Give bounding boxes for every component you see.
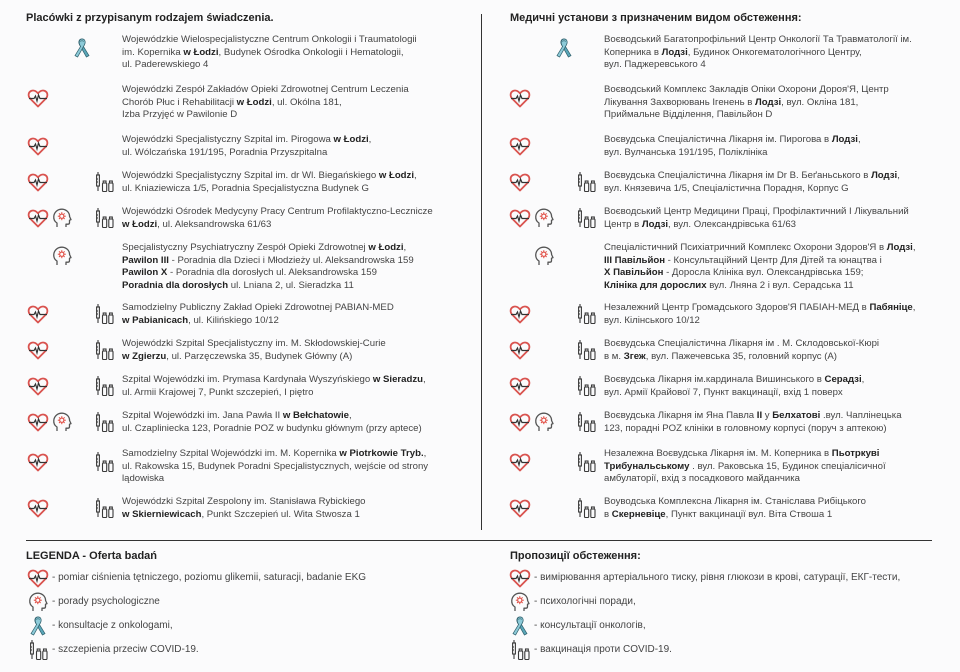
facility-line: [122, 242, 414, 255]
ribbon-icon: [552, 36, 576, 60]
heart-icon: [508, 206, 532, 230]
bold-segment: ІІІ Павільйон: [604, 254, 666, 266]
text-segment: Samodzielny Szpital Wojewódzki im. M. Kopernika: [122, 448, 340, 459]
text-segment: ,: [423, 448, 427, 459]
facility-line: [122, 134, 371, 147]
text-segment: Воєвудська Лікарня ім Яна Павла: [604, 410, 757, 421]
facility-line: [604, 84, 889, 97]
facility-line: [604, 147, 861, 160]
heart-icon: [508, 410, 532, 434]
text-segment: у: [762, 410, 773, 421]
facility-line: [122, 473, 428, 486]
legend-item: [508, 590, 948, 614]
text-segment: , Punkt Szczepień ul. Wita Stwosza 1: [201, 508, 360, 520]
heart-icon: [508, 450, 532, 474]
bold-segment: Лодзі: [755, 96, 782, 108]
bold-segment: w Zgierzu: [122, 350, 167, 362]
head-icon: [50, 410, 74, 434]
facility-text: [604, 34, 912, 72]
facility-line: [122, 302, 394, 315]
heart-icon: [508, 338, 532, 362]
bold-segment: w Pabianicach: [122, 314, 189, 326]
facility-line: [122, 206, 433, 219]
text-segment: Лікування Захворювань Ігенень в: [604, 96, 756, 108]
legend-divider: [26, 540, 932, 541]
facility-line: [122, 183, 417, 196]
right-heading: Медичні установи з призначеним видом обстеження:: [510, 12, 802, 24]
facility-line: [604, 34, 912, 47]
legend-text: - konsultacje z onkologami,: [52, 620, 173, 631]
facility-line: [122, 496, 366, 509]
facility-line: [122, 410, 422, 423]
facility-line: [122, 423, 422, 436]
text-segment: Воєвудська Лікарня ім.кардинала Вишинського в: [604, 374, 825, 385]
bold-segment: w Bełchatowie: [282, 410, 349, 421]
text-segment: ,: [912, 242, 916, 253]
vaccine-icon: [92, 206, 116, 230]
legend-item: [508, 566, 948, 590]
vaccine-icon: [574, 374, 598, 398]
text-segment: - Poradnia dla dorosłych ul. Aleksandrowska 159: [167, 267, 377, 278]
text-segment: , вул. Пажечевська 35, головний корпус (А): [645, 350, 838, 362]
left-legend-title: LEGENDA - Oferta badań: [26, 550, 157, 562]
facility-text: [604, 410, 902, 435]
facility-line: [604, 109, 889, 122]
legend-item: [508, 614, 948, 638]
text-segment: Незалежна Воєвудська Лікарня ім. М. Коперника в: [604, 448, 832, 459]
text-segment: амбулаторії, вхід з посадкового майданчика: [604, 473, 800, 484]
bold-segment: Лодзі: [661, 46, 688, 58]
legend-item: [26, 566, 466, 590]
text-segment: ,: [861, 374, 865, 385]
text-segment: Wojewódzki Szpital Specjalistyczny im. M. Skłodowskiej-Curie: [122, 338, 386, 349]
bold-segment: Pawilon X: [122, 267, 168, 278]
facility-text: [122, 170, 417, 195]
legend-item: [26, 590, 466, 614]
facility-line: [604, 374, 864, 387]
legend-text: - pomiar ciśnienia tętniczego, poziomu glikemii, saturacji, badanie EKG: [52, 572, 367, 583]
facility-line: [604, 448, 886, 461]
text-segment: Szpital Wojewódzki im. Jana Pawła II: [122, 410, 283, 421]
facility-line: [604, 59, 912, 72]
facility-line: [122, 338, 386, 351]
text-segment: Воуводська Комплексна Лікарня ім. Станіслава Рибіцького: [604, 496, 866, 507]
text-segment: Приймальне Відділення, Павільйон D: [604, 109, 773, 120]
facility-line: [604, 206, 909, 219]
facility-line: [122, 509, 366, 522]
text-segment: ,: [368, 134, 372, 145]
facility-text: [122, 84, 409, 122]
vaccine-icon: [574, 410, 598, 434]
head-icon: [532, 244, 556, 268]
facility-line: [122, 59, 417, 72]
vaccine-icon: [574, 170, 598, 194]
vaccine-icon: [574, 302, 598, 326]
bold-segment: Скерневіце: [611, 508, 666, 520]
facility-text: [604, 448, 886, 486]
bold-segment: Трибунальському: [604, 460, 690, 472]
text-segment: Wojewódzkie Wielospecjalistyczne Centrum Onkologii i Traumatologii: [122, 34, 417, 45]
facility-text: [122, 134, 371, 159]
bold-segment: Клініка для дорослих: [604, 279, 707, 291]
legend-item: [26, 614, 466, 638]
head-icon: [50, 244, 74, 268]
facility-line: [122, 315, 394, 328]
text-segment: Центр в: [604, 218, 642, 230]
text-segment: Воєводський Багатопрофільний Центр Онкології Та Травматології ім.: [604, 34, 912, 45]
facility-line: [604, 97, 889, 110]
vaccine-icon: [92, 410, 116, 434]
facility-line: [604, 351, 879, 364]
text-segment: Спеціалістичний Психіатричний Комплекс Охорони Здоров'Я в: [604, 242, 887, 253]
text-segment: , вул. Олександрівська 61/63: [668, 218, 797, 230]
bold-segment: Белхатові: [772, 410, 821, 421]
bold-segment: Х Павільйон: [604, 267, 664, 278]
head-icon: [508, 590, 532, 614]
facility-line: [604, 473, 886, 486]
heart-icon: [26, 302, 50, 326]
heart-icon: [26, 170, 50, 194]
text-segment: Воєвудська Спеціалістична Лікарня ім Dr В. Беґаньського в: [604, 170, 872, 181]
facility-text: [604, 338, 879, 363]
bold-segment: Згеж: [623, 350, 646, 362]
bold-segment: w Piotrkowie Tryb.: [339, 448, 424, 459]
text-segment: ,: [857, 134, 861, 145]
text-segment: в: [604, 508, 612, 520]
bold-segment: Лодзі: [871, 170, 898, 181]
text-segment: Samodzielny Publiczny Zakład Opieki Zdrowotnej PABIAN-MED: [122, 302, 394, 313]
legend-item: [508, 638, 948, 662]
heart-icon: [26, 338, 50, 362]
heart-icon: [26, 496, 50, 520]
text-segment: . вул. Раковська 15, Будинок спеціалісичної: [689, 460, 886, 472]
text-segment: ,: [912, 302, 916, 313]
heart-icon: [26, 374, 50, 398]
bold-segment: Лодзі: [886, 242, 913, 253]
facility-line: [604, 302, 915, 315]
facility-line: [122, 170, 417, 183]
facility-line: [122, 97, 409, 110]
head-icon: [532, 206, 556, 230]
text-segment: ul. Paderewskiego 4: [122, 59, 209, 70]
text-segment: Specjalistyczny Psychiatryczny Zespół Opieki Zdrowotnej: [122, 242, 369, 253]
vaccine-icon: [574, 496, 598, 520]
legend-text: - szczepienia przeciw COVID-19.: [52, 644, 199, 655]
text-segment: в м.: [604, 350, 624, 362]
text-segment: , ul. Kilińskiego 10/12: [188, 314, 279, 326]
text-segment: ul. Armii Krajowej 7, Punkt szczepień, I piętro: [122, 386, 314, 398]
vaccine-icon: [92, 374, 116, 398]
facility-line: [604, 255, 916, 268]
text-segment: вул. Кілінського 10/12: [604, 314, 700, 326]
facility-line: [122, 34, 417, 47]
facility-line: [604, 461, 886, 474]
text-segment: ,: [414, 170, 417, 181]
facility-text: [122, 206, 433, 231]
text-segment: lądowiska: [122, 473, 165, 484]
facility-line: [122, 219, 433, 232]
vaccine-icon: [508, 638, 532, 662]
facility-line: [122, 280, 414, 293]
facility-line: [122, 351, 386, 364]
facility-line: [122, 147, 371, 160]
bold-segment: Пьотркуві: [831, 448, 880, 459]
facility-text: [122, 448, 428, 486]
facility-text: [604, 496, 866, 521]
facility-text: [604, 242, 916, 292]
head-icon: [26, 590, 50, 614]
heart-icon: [508, 496, 532, 520]
column-divider: [481, 14, 482, 530]
facility-text: [122, 496, 366, 521]
legend-text: - porady psychologiczne: [52, 596, 160, 607]
text-segment: , Будинок Онкогематологічного Центру,: [687, 46, 862, 58]
text-segment: Wojewódzki Zespół Zakładów Opieki Zdrowotnej Centrum Leczenia: [122, 84, 409, 95]
facility-text: [122, 34, 417, 72]
ribbon-icon: [26, 614, 50, 638]
text-segment: , Пункт вакцинації вул. Віта Ствоша 1: [665, 508, 833, 520]
text-segment: Wojewódzki Ośrodek Medycyny Pracy Centrum Profilaktyczno-Lecznicze: [122, 206, 433, 217]
heart-icon: [508, 302, 532, 326]
text-segment: , вул. Окліна 181,: [781, 96, 859, 108]
heart-icon: [26, 134, 50, 158]
text-segment: Izba Przyjęć w Pawilonie D: [122, 109, 238, 120]
text-segment: вул. Армії Крайової 7, Пункт вакцинації, вхід 1 поверх: [604, 386, 843, 398]
ribbon-icon: [70, 36, 94, 60]
text-segment: Воєвудська Спеціалістична Лікарня ім . М. Склодовської-Кюрі: [604, 338, 880, 349]
bold-segment: w Łodzi: [368, 242, 404, 253]
heart-icon: [508, 566, 532, 590]
bold-segment: Пабяніце: [869, 302, 913, 313]
bold-segment: w Skierniewicach: [122, 508, 202, 520]
vaccine-icon: [92, 338, 116, 362]
text-segment: ul. Lniana 2, ul. Sieradzka 11: [228, 279, 354, 291]
facility-text: [604, 206, 909, 231]
facility-line: [122, 109, 409, 122]
text-segment: вул. Паджеревського 4: [604, 59, 706, 70]
text-segment: ,: [348, 410, 352, 421]
heart-icon: [26, 206, 50, 230]
text-segment: Wojewódzki Specjalistyczny Szpital im. Pirogowa: [122, 134, 334, 145]
legend-text: - вимірювання артеріального тиску, рівня глюкози в крові, сатурації, ЕКГ-тести,: [534, 572, 901, 583]
right-legend-title: Пропозиції обстеження:: [510, 550, 641, 562]
text-segment: вул. Князевича 1/5, Спеціалістична Порадня, Корпус G: [604, 182, 849, 194]
bold-segment: w Łodzi: [122, 218, 158, 230]
vaccine-icon: [92, 170, 116, 194]
facility-text: [604, 374, 864, 399]
facility-line: [122, 461, 428, 474]
bold-segment: Poradnia dla dorosłych: [122, 279, 229, 291]
text-segment: ul. Rakowska 15, Budynek Poradni Specjalistycznych, wejście od strony: [122, 460, 429, 472]
text-segment: ul. Wólczańska 191/195, Poradnia Przyszpitalna: [122, 146, 328, 158]
facility-line: [122, 84, 409, 97]
facility-line: [122, 387, 426, 400]
facility-text: [122, 410, 422, 435]
heart-icon: [26, 86, 50, 110]
text-segment: ul. Kniaziewicza 1/5, Poradnia Specjalistyczna Budynek G: [122, 182, 369, 194]
text-segment: Воєводський Центр Медицини Праці, Профілактичний І Лікувальний: [604, 206, 909, 217]
vaccine-icon: [574, 450, 598, 474]
vaccine-icon: [92, 450, 116, 474]
bold-segment: w Sieradzu: [372, 374, 423, 385]
text-segment: ,: [403, 242, 407, 253]
heart-icon: [26, 410, 50, 434]
text-segment: , Budynek Ośrodka Onkologii i Hematologii,: [218, 46, 404, 58]
text-segment: - Доросла Клініка вул. Олександрівська 159;: [663, 267, 864, 278]
text-segment: - Консультаційний Центр Для Дітей та юнацтва і: [665, 254, 882, 266]
text-segment: Szpital Wojewódzki im. Prymasa Kardynała Wyszyńskiego: [122, 374, 373, 385]
bold-segment: II: [756, 410, 763, 421]
facility-line: [122, 255, 414, 268]
text-segment: вул. Лняна 2 і вул. Серадська 11: [706, 279, 854, 291]
head-icon: [50, 206, 74, 230]
facility-line: [604, 387, 864, 400]
facility-text: [122, 242, 414, 292]
legend-text: - вакцинація проти COVID-19.: [534, 644, 672, 655]
facility-text: [604, 302, 915, 327]
facility-text: [604, 134, 861, 159]
facility-line: [604, 509, 866, 522]
text-segment: вул. Вулчанська 191/195, Поліклініка: [604, 146, 768, 158]
text-segment: Воєвудська Спеціалістична Лікарня ім. Пирогова в: [604, 134, 832, 145]
vaccine-icon: [26, 638, 50, 662]
text-segment: ,: [423, 374, 426, 385]
text-segment: 123, порадні POZ клініки в головному корпусі (поруч з аптекою): [604, 422, 887, 434]
bold-segment: Лодзі: [831, 134, 858, 145]
bold-segment: w Łodzi: [236, 96, 272, 108]
legend-item: [26, 638, 466, 662]
text-segment: Wojewódzki Specjalistyczny Szpital im. dr Wl. Biegańskiego: [122, 170, 379, 181]
heart-icon: [508, 170, 532, 194]
head-icon: [532, 410, 556, 434]
facility-text: [604, 170, 900, 195]
facility-line: [604, 242, 916, 255]
heart-icon: [508, 134, 532, 158]
facility-text: [122, 374, 426, 399]
legend-text: - консультації онкологів,: [534, 620, 646, 631]
facility-line: [604, 315, 915, 328]
text-segment: Незалежний Центр Громадського Здоров'Я ПАБІАН-МЕД в: [604, 302, 870, 313]
facility-line: [604, 338, 879, 351]
facility-line: [604, 496, 866, 509]
vaccine-icon: [574, 206, 598, 230]
text-segment: ul. Czapliniecka 123, Poradnie POZ w budynku głównym (przy aptece): [122, 422, 422, 434]
text-segment: , ul. Parzęczewska 35, Budynek Główny (A): [166, 350, 353, 362]
facility-line: [604, 267, 916, 280]
bold-segment: w Łodzi: [378, 170, 414, 181]
heart-icon: [26, 566, 50, 590]
left-heading: Placówki z przypisanym rodzajem świadczenia.: [26, 12, 274, 24]
facility-line: [122, 267, 414, 280]
bold-segment: Лодзі: [641, 218, 668, 230]
facility-line: [604, 280, 916, 293]
vaccine-icon: [92, 302, 116, 326]
text-segment: Воєводський Комплекс Закладів Опіки Охорони Дороя'Я, Центр: [604, 84, 889, 95]
bold-segment: Серадзі: [824, 374, 862, 385]
vaccine-icon: [574, 338, 598, 362]
facility-line: [604, 219, 909, 232]
bold-segment: Pawilon III: [122, 254, 169, 266]
heart-icon: [508, 86, 532, 110]
bold-segment: w Łodzi: [183, 46, 219, 58]
facility-line: [604, 170, 900, 183]
facility-text: [122, 338, 386, 363]
text-segment: , ul. Aleksandrowska 61/63: [157, 218, 272, 230]
legend-text: - психологічні поради,: [534, 596, 636, 607]
facility-text: [604, 84, 889, 122]
facility-line: [604, 423, 902, 436]
facility-line: [122, 47, 417, 60]
text-segment: Коперника в: [604, 46, 662, 58]
ribbon-icon: [508, 614, 532, 638]
vaccine-icon: [92, 496, 116, 520]
facility-line: [122, 448, 428, 461]
facility-line: [122, 374, 426, 387]
facility-line: [604, 134, 861, 147]
text-segment: Chorób Płuc i Rehabilitacji: [122, 96, 237, 108]
heart-icon: [508, 374, 532, 398]
text-segment: .вул. Чаплінецька: [820, 410, 902, 421]
text-segment: - Poradnia dla Dzieci i Młodzieży ul. Aleksandrowska 159: [168, 254, 414, 266]
text-segment: , ul. Okólna 181,: [271, 96, 342, 108]
facility-text: [122, 302, 394, 327]
heart-icon: [26, 450, 50, 474]
text-segment: ,: [897, 170, 900, 181]
text-segment: im. Kopernika: [122, 46, 184, 58]
bold-segment: w Łodzi: [333, 134, 369, 145]
facility-line: [604, 410, 902, 423]
facility-line: [604, 183, 900, 196]
text-segment: Wojewódzki Szpital Zespolony im. Stanisława Rybickiego: [122, 496, 366, 507]
facility-line: [604, 47, 912, 60]
